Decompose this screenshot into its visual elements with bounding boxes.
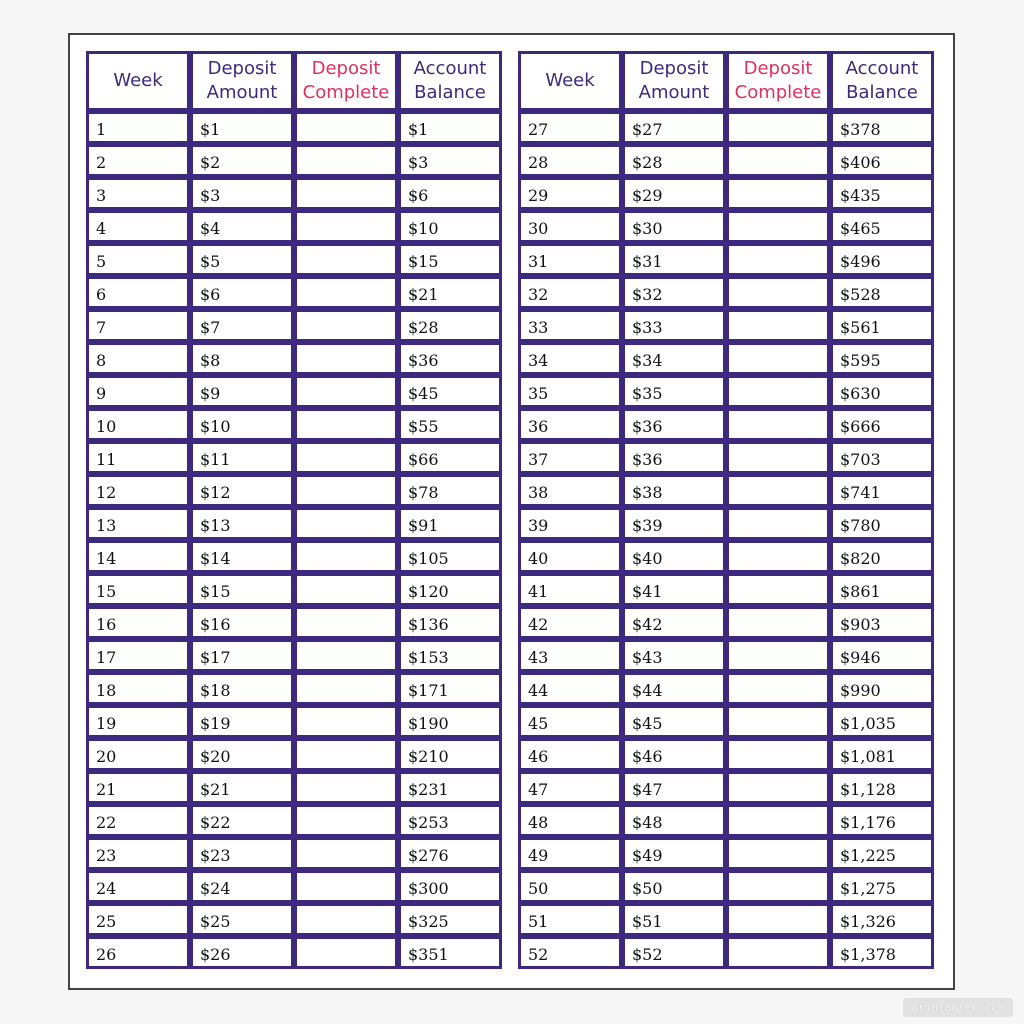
account-balance-cell: $66	[398, 441, 502, 474]
deposit-complete-cell[interactable]	[726, 804, 830, 837]
week-cell: 27	[518, 111, 622, 144]
table-row	[518, 771, 934, 804]
header-week: Week	[518, 51, 622, 111]
account-balance-cell: $1,081	[830, 738, 934, 771]
table-row	[518, 903, 934, 936]
deposit-amount-cell: $9	[190, 375, 294, 408]
deposit-amount-cell: $44	[622, 672, 726, 705]
deposit-amount-cell: $46	[622, 738, 726, 771]
deposit-complete-cell[interactable]	[294, 375, 398, 408]
account-balance-cell: $6	[398, 177, 502, 210]
table-row	[86, 870, 502, 903]
deposit-complete-cell[interactable]	[294, 309, 398, 342]
week-cell: 21	[86, 771, 190, 804]
account-balance-cell: $276	[398, 837, 502, 870]
week-cell: 37	[518, 441, 622, 474]
table-row	[518, 408, 934, 441]
account-balance-cell: $1,378	[830, 936, 934, 969]
account-balance-cell: $190	[398, 705, 502, 738]
deposit-amount-cell: $41	[622, 573, 726, 606]
table-row	[86, 672, 502, 705]
week-cell: 45	[518, 705, 622, 738]
table-row	[518, 441, 934, 474]
week-cell: 23	[86, 837, 190, 870]
account-balance-cell: $946	[830, 639, 934, 672]
table-row	[86, 474, 502, 507]
week-cell: 34	[518, 342, 622, 375]
account-balance-cell: $741	[830, 474, 934, 507]
account-balance-cell: $496	[830, 243, 934, 276]
account-balance-cell: $1	[398, 111, 502, 144]
account-balance-cell: $990	[830, 672, 934, 705]
deposit-complete-cell[interactable]	[294, 243, 398, 276]
table-row	[518, 210, 934, 243]
week-cell: 13	[86, 507, 190, 540]
account-balance-cell: $406	[830, 144, 934, 177]
week-cell: 29	[518, 177, 622, 210]
deposit-complete-cell[interactable]	[726, 507, 830, 540]
week-cell: 38	[518, 474, 622, 507]
table-row	[86, 606, 502, 639]
deposit-complete-cell[interactable]	[294, 111, 398, 144]
table-row	[518, 540, 934, 573]
account-balance-cell: $1,225	[830, 837, 934, 870]
deposit-amount-cell: $5	[190, 243, 294, 276]
deposit-complete-cell[interactable]	[294, 276, 398, 309]
table-row	[518, 177, 934, 210]
account-balance-cell: $45	[398, 375, 502, 408]
account-balance-cell: $120	[398, 573, 502, 606]
week-cell: 5	[86, 243, 190, 276]
week-cell: 12	[86, 474, 190, 507]
table-row	[86, 342, 502, 375]
deposit-complete-cell[interactable]	[294, 606, 398, 639]
account-balance-cell: $465	[830, 210, 934, 243]
account-balance-cell: $561	[830, 309, 934, 342]
header-week: Week	[86, 51, 190, 111]
deposit-amount-cell: $39	[622, 507, 726, 540]
deposit-complete-cell[interactable]	[726, 672, 830, 705]
table-row	[86, 309, 502, 342]
savings-table-weeks-1-26	[86, 51, 502, 969]
deposit-amount-cell: $36	[622, 441, 726, 474]
table-row	[86, 408, 502, 441]
week-cell: 7	[86, 309, 190, 342]
deposit-complete-cell[interactable]	[294, 507, 398, 540]
table-row	[518, 936, 934, 969]
header-deposit-amount: Deposit Amount	[190, 51, 294, 111]
deposit-amount-cell: $51	[622, 903, 726, 936]
deposit-amount-cell: $24	[190, 870, 294, 903]
week-cell: 2	[86, 144, 190, 177]
account-balance-cell: $378	[830, 111, 934, 144]
week-cell: 9	[86, 375, 190, 408]
table-row	[86, 144, 502, 177]
deposit-amount-cell: $40	[622, 540, 726, 573]
week-cell: 39	[518, 507, 622, 540]
account-balance-cell: $1,326	[830, 903, 934, 936]
account-balance-cell: $595	[830, 342, 934, 375]
deposit-complete-cell[interactable]	[726, 144, 830, 177]
week-cell: 43	[518, 639, 622, 672]
table-row	[518, 144, 934, 177]
table-row	[86, 837, 502, 870]
week-cell: 42	[518, 606, 622, 639]
week-cell: 15	[86, 573, 190, 606]
account-balance-cell: $171	[398, 672, 502, 705]
deposit-complete-cell[interactable]	[726, 738, 830, 771]
account-balance-cell: $630	[830, 375, 934, 408]
deposit-amount-cell: $21	[190, 771, 294, 804]
account-balance-cell: $820	[830, 540, 934, 573]
header-deposit-complete: Deposit Complete	[726, 51, 830, 111]
deposit-complete-cell[interactable]	[294, 441, 398, 474]
week-cell: 25	[86, 903, 190, 936]
account-balance-cell: $703	[830, 441, 934, 474]
savings-table-weeks-27-52	[518, 51, 934, 969]
deposit-amount-cell: $7	[190, 309, 294, 342]
week-cell: 50	[518, 870, 622, 903]
deposit-complete-cell[interactable]	[294, 573, 398, 606]
table-row	[518, 837, 934, 870]
deposit-amount-cell: $11	[190, 441, 294, 474]
deposit-amount-cell: $28	[622, 144, 726, 177]
deposit-complete-cell[interactable]	[726, 375, 830, 408]
deposit-amount-cell: $27	[622, 111, 726, 144]
account-balance-cell: $55	[398, 408, 502, 441]
deposit-complete-cell[interactable]	[726, 210, 830, 243]
account-balance-cell: $78	[398, 474, 502, 507]
table-row	[86, 771, 502, 804]
table-header-row	[518, 51, 934, 111]
week-cell: 31	[518, 243, 622, 276]
week-cell: 20	[86, 738, 190, 771]
week-cell: 11	[86, 441, 190, 474]
deposit-complete-cell[interactable]	[726, 474, 830, 507]
account-balance-cell: $435	[830, 177, 934, 210]
deposit-amount-cell: $48	[622, 804, 726, 837]
deposit-complete-cell[interactable]	[726, 903, 830, 936]
deposit-complete-cell[interactable]	[726, 342, 830, 375]
deposit-amount-cell: $22	[190, 804, 294, 837]
table-row	[518, 375, 934, 408]
deposit-complete-cell[interactable]	[726, 177, 830, 210]
table-row	[86, 936, 502, 969]
table-row	[518, 474, 934, 507]
account-balance-cell: $780	[830, 507, 934, 540]
deposit-amount-cell: $52	[622, 936, 726, 969]
week-cell: 30	[518, 210, 622, 243]
week-cell: 33	[518, 309, 622, 342]
account-balance-cell: $351	[398, 936, 502, 969]
deposit-amount-cell: $42	[622, 606, 726, 639]
table-row	[86, 210, 502, 243]
deposit-complete-cell[interactable]	[294, 342, 398, 375]
deposit-amount-cell: $20	[190, 738, 294, 771]
deposit-complete-cell[interactable]	[294, 936, 398, 969]
table-row	[518, 606, 934, 639]
deposit-complete-cell[interactable]	[726, 837, 830, 870]
deposit-complete-cell[interactable]	[294, 177, 398, 210]
table-row	[518, 276, 934, 309]
header-deposit-amount: Deposit Amount	[622, 51, 726, 111]
account-balance-cell: $28	[398, 309, 502, 342]
deposit-amount-cell: $17	[190, 639, 294, 672]
deposit-complete-cell[interactable]	[294, 474, 398, 507]
deposit-complete-cell[interactable]	[294, 540, 398, 573]
table-row	[86, 177, 502, 210]
deposit-amount-cell: $38	[622, 474, 726, 507]
deposit-amount-cell: $3	[190, 177, 294, 210]
week-cell: 51	[518, 903, 622, 936]
deposit-complete-cell[interactable]	[726, 870, 830, 903]
deposit-amount-cell: $12	[190, 474, 294, 507]
table-row	[86, 573, 502, 606]
account-balance-cell: $15	[398, 243, 502, 276]
week-cell: 32	[518, 276, 622, 309]
deposit-amount-cell: $10	[190, 408, 294, 441]
week-cell: 3	[86, 177, 190, 210]
account-balance-cell: $1,128	[830, 771, 934, 804]
table-row	[518, 672, 934, 705]
deposit-amount-cell: $25	[190, 903, 294, 936]
deposit-amount-cell: $32	[622, 276, 726, 309]
week-cell: 1	[86, 111, 190, 144]
week-cell: 6	[86, 276, 190, 309]
table-row	[86, 441, 502, 474]
deposit-amount-cell: $49	[622, 837, 726, 870]
account-balance-cell: $1,275	[830, 870, 934, 903]
week-cell: 46	[518, 738, 622, 771]
account-balance-cell: $1,035	[830, 705, 934, 738]
deposit-complete-cell[interactable]	[726, 309, 830, 342]
deposit-amount-cell: $29	[622, 177, 726, 210]
deposit-complete-cell[interactable]	[294, 705, 398, 738]
account-balance-cell: $325	[398, 903, 502, 936]
week-cell: 41	[518, 573, 622, 606]
account-balance-cell: $105	[398, 540, 502, 573]
deposit-amount-cell: $1	[190, 111, 294, 144]
deposit-amount-cell: $34	[622, 342, 726, 375]
deposit-amount-cell: $8	[190, 342, 294, 375]
table-row	[86, 738, 502, 771]
week-cell: 17	[86, 639, 190, 672]
week-cell: 24	[86, 870, 190, 903]
table-row	[518, 111, 934, 144]
table-row	[518, 705, 934, 738]
deposit-complete-cell[interactable]	[294, 738, 398, 771]
account-balance-cell: $21	[398, 276, 502, 309]
watermark-label: printabler.com	[903, 998, 1013, 1017]
deposit-amount-cell: $19	[190, 705, 294, 738]
week-cell: 35	[518, 375, 622, 408]
account-balance-cell: $903	[830, 606, 934, 639]
header-deposit-complete: Deposit Complete	[294, 51, 398, 111]
deposit-amount-cell: $50	[622, 870, 726, 903]
deposit-complete-cell[interactable]	[726, 705, 830, 738]
deposit-complete-cell[interactable]	[294, 639, 398, 672]
deposit-amount-cell: $26	[190, 936, 294, 969]
week-cell: 26	[86, 936, 190, 969]
week-cell: 44	[518, 672, 622, 705]
deposit-amount-cell: $45	[622, 705, 726, 738]
header-account-balance: Account Balance	[398, 51, 502, 111]
deposit-complete-cell[interactable]	[294, 210, 398, 243]
week-cell: 40	[518, 540, 622, 573]
deposit-complete-cell[interactable]	[294, 870, 398, 903]
deposit-complete-cell[interactable]	[294, 144, 398, 177]
deposit-complete-cell[interactable]	[726, 771, 830, 804]
deposit-complete-cell[interactable]	[294, 672, 398, 705]
account-balance-cell: $3	[398, 144, 502, 177]
week-cell: 8	[86, 342, 190, 375]
header-account-balance: Account Balance	[830, 51, 934, 111]
deposit-amount-cell: $30	[622, 210, 726, 243]
deposit-complete-cell[interactable]	[726, 639, 830, 672]
week-cell: 16	[86, 606, 190, 639]
deposit-complete-cell[interactable]	[726, 408, 830, 441]
deposit-amount-cell: $31	[622, 243, 726, 276]
week-cell: 22	[86, 804, 190, 837]
table-row	[86, 243, 502, 276]
table-row	[518, 507, 934, 540]
table-row	[86, 705, 502, 738]
deposit-complete-cell[interactable]	[726, 243, 830, 276]
table-row	[518, 573, 934, 606]
deposit-amount-cell: $18	[190, 672, 294, 705]
week-cell: 28	[518, 144, 622, 177]
deposit-complete-cell[interactable]	[726, 441, 830, 474]
deposit-amount-cell: $35	[622, 375, 726, 408]
table-header-row	[86, 51, 502, 111]
week-cell: 47	[518, 771, 622, 804]
deposit-complete-cell[interactable]	[726, 606, 830, 639]
deposit-complete-cell[interactable]	[726, 111, 830, 144]
table-row	[518, 639, 934, 672]
account-balance-cell: $91	[398, 507, 502, 540]
deposit-complete-cell[interactable]	[726, 276, 830, 309]
table-row	[518, 342, 934, 375]
deposit-amount-cell: $14	[190, 540, 294, 573]
table-row	[86, 540, 502, 573]
table-row	[86, 276, 502, 309]
deposit-amount-cell: $13	[190, 507, 294, 540]
account-balance-cell: $210	[398, 738, 502, 771]
table-row	[518, 309, 934, 342]
week-cell: 52	[518, 936, 622, 969]
table-row	[86, 903, 502, 936]
account-balance-cell: $528	[830, 276, 934, 309]
deposit-amount-cell: $33	[622, 309, 726, 342]
deposit-amount-cell: $6	[190, 276, 294, 309]
deposit-amount-cell: $47	[622, 771, 726, 804]
table-row	[86, 111, 502, 144]
account-balance-cell: $1,176	[830, 804, 934, 837]
week-cell: 36	[518, 408, 622, 441]
account-balance-cell: $153	[398, 639, 502, 672]
deposit-complete-cell[interactable]	[726, 573, 830, 606]
table-row	[518, 243, 934, 276]
table-row	[86, 507, 502, 540]
deposit-complete-cell[interactable]	[294, 408, 398, 441]
account-balance-cell: $666	[830, 408, 934, 441]
table-row	[518, 804, 934, 837]
deposit-complete-cell[interactable]	[294, 771, 398, 804]
deposit-complete-cell[interactable]	[726, 540, 830, 573]
table-row	[86, 639, 502, 672]
week-cell: 10	[86, 408, 190, 441]
table-row	[518, 870, 934, 903]
week-cell: 48	[518, 804, 622, 837]
table-row	[86, 804, 502, 837]
deposit-complete-cell[interactable]	[726, 936, 830, 969]
week-cell: 14	[86, 540, 190, 573]
table-row	[86, 375, 502, 408]
deposit-amount-cell: $36	[622, 408, 726, 441]
account-balance-cell: $861	[830, 573, 934, 606]
deposit-amount-cell: $16	[190, 606, 294, 639]
account-balance-cell: $300	[398, 870, 502, 903]
deposit-amount-cell: $2	[190, 144, 294, 177]
account-balance-cell: $253	[398, 804, 502, 837]
week-cell: 18	[86, 672, 190, 705]
account-balance-cell: $36	[398, 342, 502, 375]
table-row	[518, 738, 934, 771]
deposit-amount-cell: $15	[190, 573, 294, 606]
account-balance-cell: $231	[398, 771, 502, 804]
deposit-complete-cell[interactable]	[294, 903, 398, 936]
deposit-amount-cell: $43	[622, 639, 726, 672]
deposit-amount-cell: $23	[190, 837, 294, 870]
deposit-amount-cell: $4	[190, 210, 294, 243]
account-balance-cell: $10	[398, 210, 502, 243]
deposit-complete-cell[interactable]	[294, 837, 398, 870]
week-cell: 49	[518, 837, 622, 870]
account-balance-cell: $136	[398, 606, 502, 639]
deposit-complete-cell[interactable]	[294, 804, 398, 837]
week-cell: 4	[86, 210, 190, 243]
week-cell: 19	[86, 705, 190, 738]
